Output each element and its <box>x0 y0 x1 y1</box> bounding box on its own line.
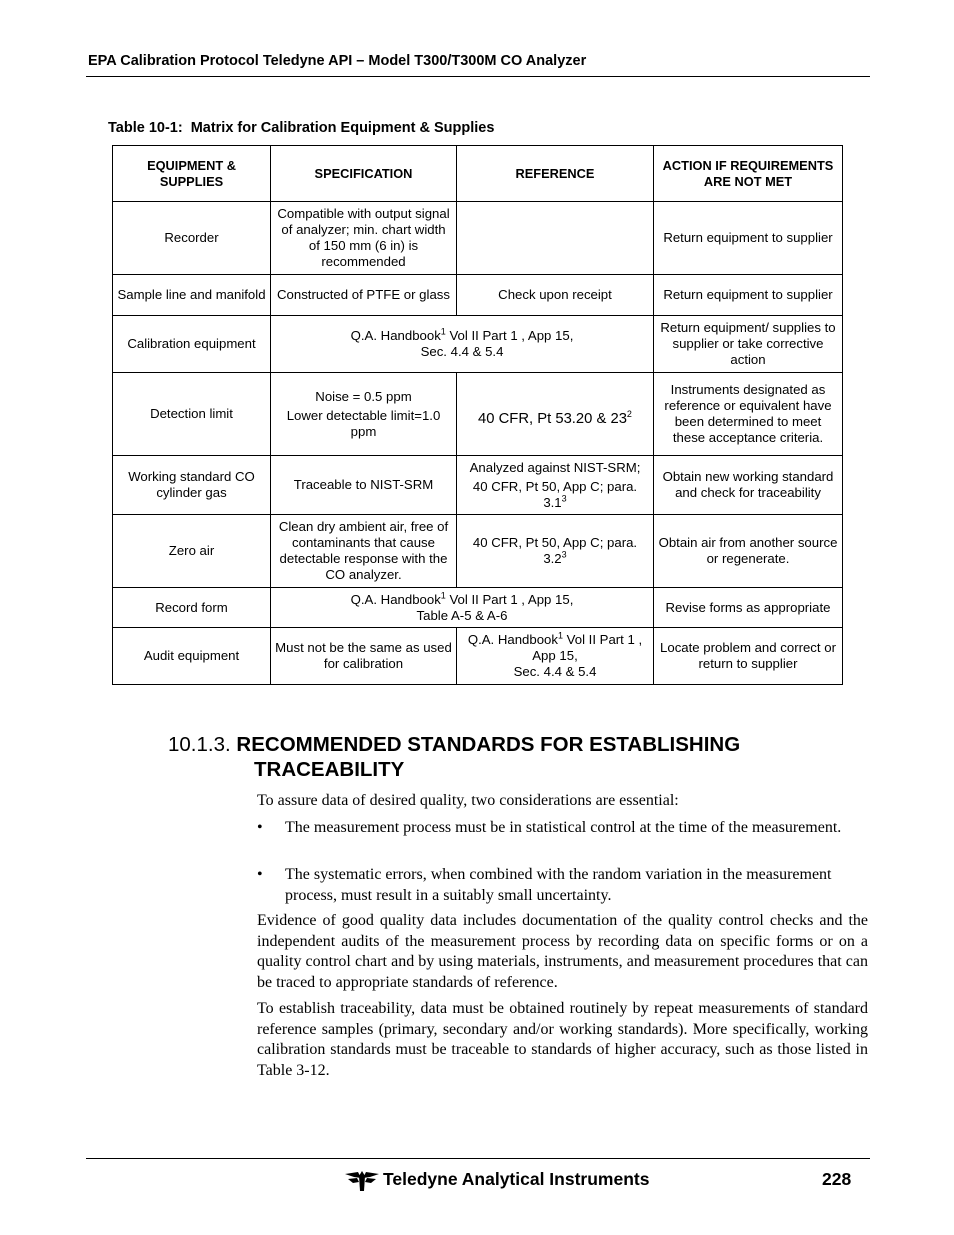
specification-cell <box>271 373 457 456</box>
reference-text: 40 CFR, Pt 53.20 & 23 <box>478 411 627 427</box>
page-number: 228 <box>822 1169 852 1189</box>
specification-cell: Must not be the same as used for calibration <box>271 628 457 685</box>
footnote-mark: 1 <box>557 630 563 641</box>
header-divider <box>86 76 870 77</box>
bullet-text: The systematic errors, when combined with the random variation in the measurement process, must result in a suitably small uncertainty. <box>285 866 832 904</box>
handbook-text: Q.A. Handbook <box>350 328 441 343</box>
section-title-line2: TRACEABILITY <box>254 758 405 781</box>
table-row <box>113 316 843 373</box>
reference-cell <box>457 202 654 275</box>
merged-spec-reference-cell <box>271 316 654 373</box>
reference-line-text: 40 CFR, Pt 50, App C; para. 3.1 <box>472 478 638 510</box>
handbook-table-text: Table A-5 & A-6 <box>416 607 508 623</box>
section-number: 10.1.3. <box>168 733 231 756</box>
column-header: ACTION IF REQUIREMENTS ARE NOT MET <box>654 146 843 202</box>
handbook-volume-text: Vol II Part 1 , App 15, <box>445 328 574 343</box>
action-cell: Locate problem and correct or return to supplier <box>654 628 843 685</box>
body-paragraph: To establish traceability, data must be obtained routinely by repeat measurements of standard reference samples (primary, secondary and/or working standards). More specifically, working calibration standards must be traceable to standards of higher accuracy, such as those listed in Table 3-12. <box>257 1000 868 1079</box>
action-cell: Obtain new working standard and check for traceability <box>654 456 843 515</box>
list-item <box>257 865 868 906</box>
specification-cell: Clean dry ambient air, free of contaminants that cause detectable response with the CO analyzer. <box>271 515 457 588</box>
equipment-cell: Detection limit <box>113 373 271 456</box>
specification-cell: Traceable to NIST-SRM <box>271 456 457 515</box>
table-row <box>113 515 843 588</box>
reference-cell <box>457 373 654 456</box>
action-cell: Return equipment to supplier <box>654 275 843 316</box>
action-cell: Revise forms as appropriate <box>654 588 843 628</box>
column-header: EQUIPMENT & SUPPLIES <box>113 146 271 202</box>
handbook-volume-text: Vol II Part 1 , App 15, <box>532 632 643 663</box>
calibration-matrix-table <box>112 145 843 685</box>
table-header-row <box>113 146 843 202</box>
equipment-cell: Calibration equipment <box>113 316 271 373</box>
action-cell: Obtain air from another source or regenerate. <box>654 515 843 588</box>
table-row <box>113 275 843 316</box>
reference-line <box>461 479 649 511</box>
handbook-text: Q.A. Handbook <box>467 632 558 647</box>
section-heading <box>168 732 740 782</box>
table-caption-label: Table 10-1: <box>108 120 183 136</box>
table-row <box>113 202 843 275</box>
handbook-section-text: Sec. 4.4 & 5.4 <box>513 664 597 679</box>
spec-line: Noise = 0.5 ppm <box>315 388 412 404</box>
reference-cell <box>457 456 654 515</box>
table-caption <box>108 120 494 136</box>
handbook-volume-text: Vol II Part 1 , App 15, <box>445 591 574 607</box>
reference-line: Analyzed against NIST-SRM; <box>469 459 641 475</box>
bullet-text: The measurement process must be in statistical control at the time of the measurement. <box>285 819 842 836</box>
bullet-icon: • <box>257 819 263 836</box>
table-row <box>113 456 843 515</box>
equipment-cell: Sample line and manifold <box>113 275 271 316</box>
footnote-mark: 1 <box>440 590 446 601</box>
column-header: SPECIFICATION <box>271 146 457 202</box>
footer-divider <box>86 1158 870 1159</box>
equipment-cell: Record form <box>113 588 271 628</box>
table-caption-title: Matrix for Calibration Equipment & Supplies <box>190 120 495 136</box>
spec-line: Lower detectable limit=1.0 ppm <box>286 407 441 439</box>
handbook-section-text: Sec. 4.4 & 5.4 <box>420 344 504 359</box>
merged-spec-reference-cell <box>271 588 654 628</box>
action-cell: Return equipment/ supplies to supplier or take corrective action <box>654 316 843 373</box>
page-header-title: EPA Calibration Protocol Teledyne API – Model T300/T300M CO Analyzer <box>88 53 587 69</box>
equipment-cell: Audit equipment <box>113 628 271 685</box>
reference-cell <box>457 515 654 588</box>
equipment-cell: Recorder <box>113 202 271 275</box>
equipment-cell: Zero air <box>113 515 271 588</box>
table-row <box>113 373 843 456</box>
bullet-icon: • <box>257 866 263 883</box>
action-cell: Instruments designated as reference or equivalent have been determined to meet these acceptance criteria. <box>654 373 843 456</box>
list-item <box>257 818 868 839</box>
reference-text: 40 CFR, Pt 50, App C; para. 3.2 <box>472 535 638 566</box>
footnote-mark: 1 <box>440 326 446 337</box>
handbook-text: Q.A. Handbook <box>350 591 441 607</box>
equipment-cell: Working standard CO cylinder gas <box>113 456 271 515</box>
footnote-mark: 3 <box>561 493 567 504</box>
table-row <box>113 588 843 628</box>
teledyne-logo-icon <box>344 1170 380 1192</box>
specification-cell: Compatible with output signal of analyzer; min. chart width of 150 mm (6 in) is recommended <box>271 202 457 275</box>
footnote-mark: 2 <box>626 409 632 420</box>
action-cell: Return equipment to supplier <box>654 202 843 275</box>
reference-cell: Check upon receipt <box>457 275 654 316</box>
body-paragraph: Evidence of good quality data includes documentation of the quality control checks and the independent audits of the measurement process by recording data on specific forms or on a quality control chart and by using materials, instruments, and measurement procedures that can be traced to appropriate standards of reference. <box>257 912 868 991</box>
intro-paragraph: To assure data of desired quality, two considerations are essential: <box>257 792 679 809</box>
specification-cell: Constructed of PTFE or glass <box>271 275 457 316</box>
footnote-mark: 3 <box>561 549 567 560</box>
reference-cell <box>457 628 654 685</box>
footer-company-name: Teledyne Analytical Instruments <box>383 1169 650 1189</box>
section-title-line1: RECOMMENDED STANDARDS FOR ESTABLISHING <box>236 733 741 756</box>
column-header: REFERENCE <box>457 146 654 202</box>
table-row <box>113 628 843 685</box>
